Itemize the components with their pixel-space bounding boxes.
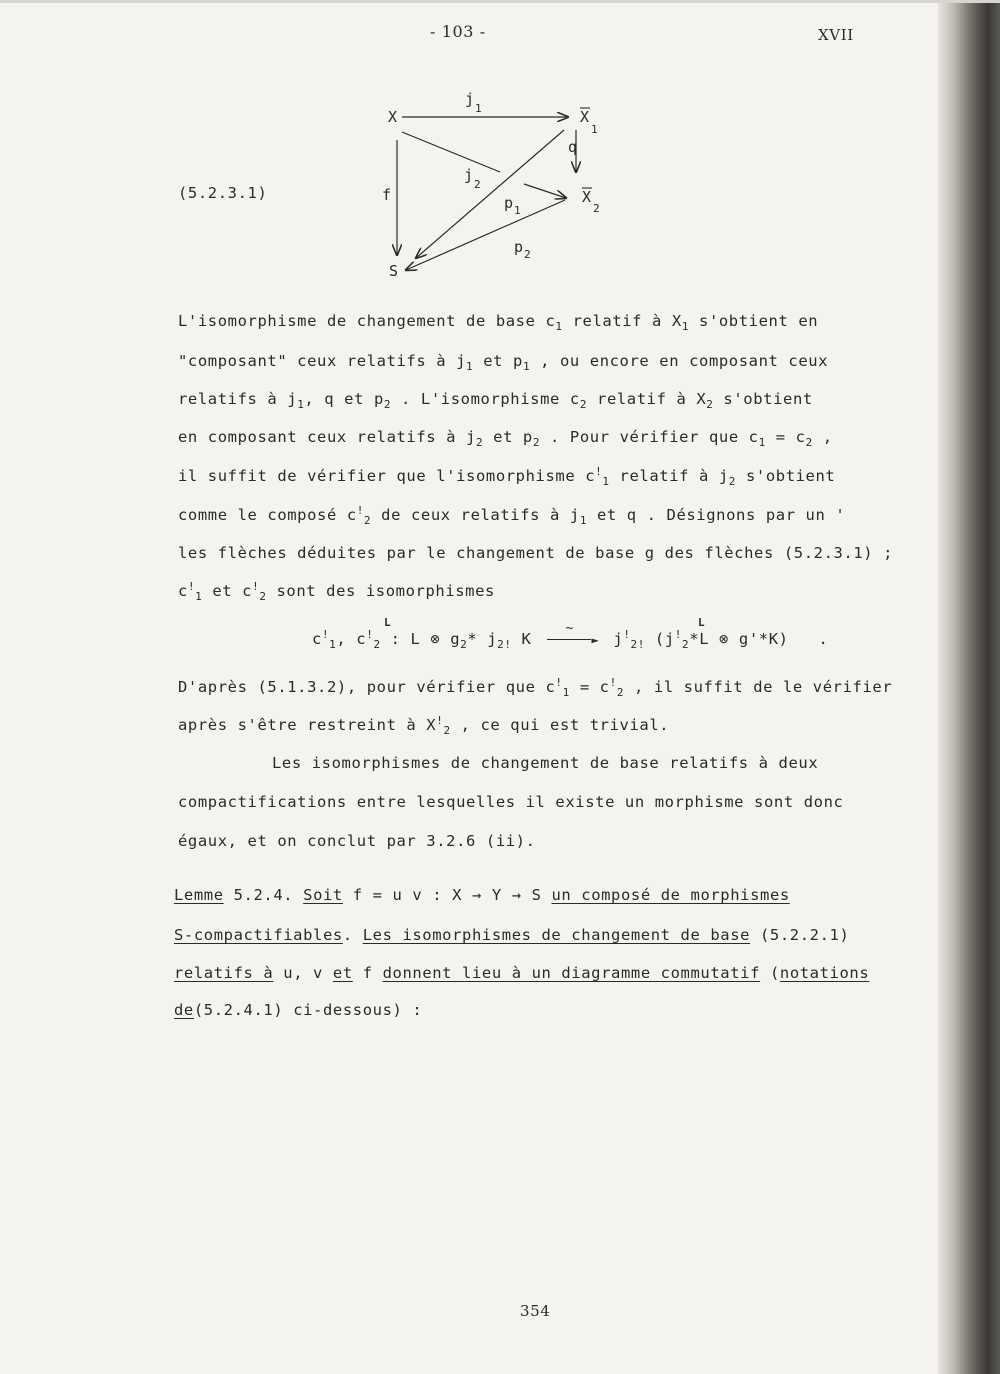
header-chapter: XVII [818,26,854,44]
node-s: S [389,262,399,280]
p3-line-2: compactifications entre lesquelles il existe un morphisme sont donc [178,793,844,811]
node-x2bar: X [582,188,592,206]
commutative-diagram [360,80,620,280]
arrow-j2-part1 [402,132,500,172]
lemma-line-2: S-compactifiables. Les isomorphismes de changement de base (5.2.2.1) [174,926,850,944]
lemma-line-1: Lemme 5.2.4. Soit f = u v : X → Y → S un composé de morphismes [174,886,790,904]
tensor-label-2: L [698,616,706,629]
p1-line-4: en composant ceux relatifs à $j_2$ et $p_2$ . Pour vérifier que $c_1 = c_2$ , [178,428,833,450]
node-x1bar: X [580,108,590,126]
p1-line-8: $c^!_1$ et $c^!_2$ sont des isomorphismes [178,579,495,604]
label-f: f [382,186,392,204]
scan-top-edge [0,0,1000,3]
p1-line-7: les flèches déduites par le changement de base g des flèches (5.2.3.1) ; [178,544,894,562]
footer-page-number: 354 [520,1302,551,1320]
header-page-number: - 103 - [430,22,486,41]
node-x2bar-sub: 2 [593,202,600,215]
scan-edge-shadow [938,0,1000,1374]
arrow-j2-part2 [524,184,566,198]
p1-line-3: relatifs à $j_1$, q et $p_2$ . L'isomorphisme $c_2$ relatif à $X_2$ s'obtient [178,390,813,412]
p1-line-2: "composant" ceux relatifs à $j_1$ et $p_1$ , ou encore en composant ceux [178,352,829,374]
p2-line-1: D'après (5.1.3.2), pour vérifier que $c^!_1 = c^!_2$ , il suffit de le vérifier [178,675,893,700]
p1-line-1: L'isomorphisme de changement de base $c_1$ relatif à $X_1$ s'obtient en [178,312,819,334]
iso-arrow: ~ ► [547,632,597,648]
arrow-p1 [416,130,564,258]
arrow-p2 [406,200,565,270]
label-j1: j [465,90,475,108]
tensor-label-1: L [384,616,392,629]
p3-line-1: Les isomorphismes de changement de base relatifs à deux [272,754,819,772]
label-q: q [568,138,578,156]
p2-line-2: après s'être restreint à $X^!_2$ , ce qui est trivial. [178,713,670,738]
label-j1-sub: 1 [475,102,482,115]
lemma-line-4: de(5.2.4.1) ci-dessous) : [174,1001,423,1019]
p3-line-3: égaux, et on conclut par 3.2.6 (ii). [178,832,536,850]
p1-line-6: comme le composé $c^!_2$ de ceux relatifs à $j_1$ et q . Désignons par un ' [178,503,846,528]
label-p1: p [504,194,514,212]
label-p1-sub: 1 [514,204,521,217]
label-j2-sub: 2 [474,178,481,191]
lemma-line-3: relatifs à u, v et f donnent lieu à un diagramme commutatif (notations [174,964,870,982]
node-x: X [388,108,398,126]
node-x1bar-sub: 1 [591,123,598,136]
display-formula: $c^!_1$, $c^!_2$ : L ⊗ $g_2*$ $j_{2!}$ K ~ ► $j^!_{2!}$ ($j^!_2*L$ ⊗ g'*K) . [312,621,829,652]
p1-line-5: il suffit de vérifier que l'isomorphisme $c^!_1$ relatif à $j_2$ s'obtient [178,464,836,489]
label-j2: j [464,166,474,184]
label-p2: p [514,238,524,256]
equation-label: (5.2.3.1) [178,184,268,202]
label-p2-sub: 2 [524,248,531,261]
